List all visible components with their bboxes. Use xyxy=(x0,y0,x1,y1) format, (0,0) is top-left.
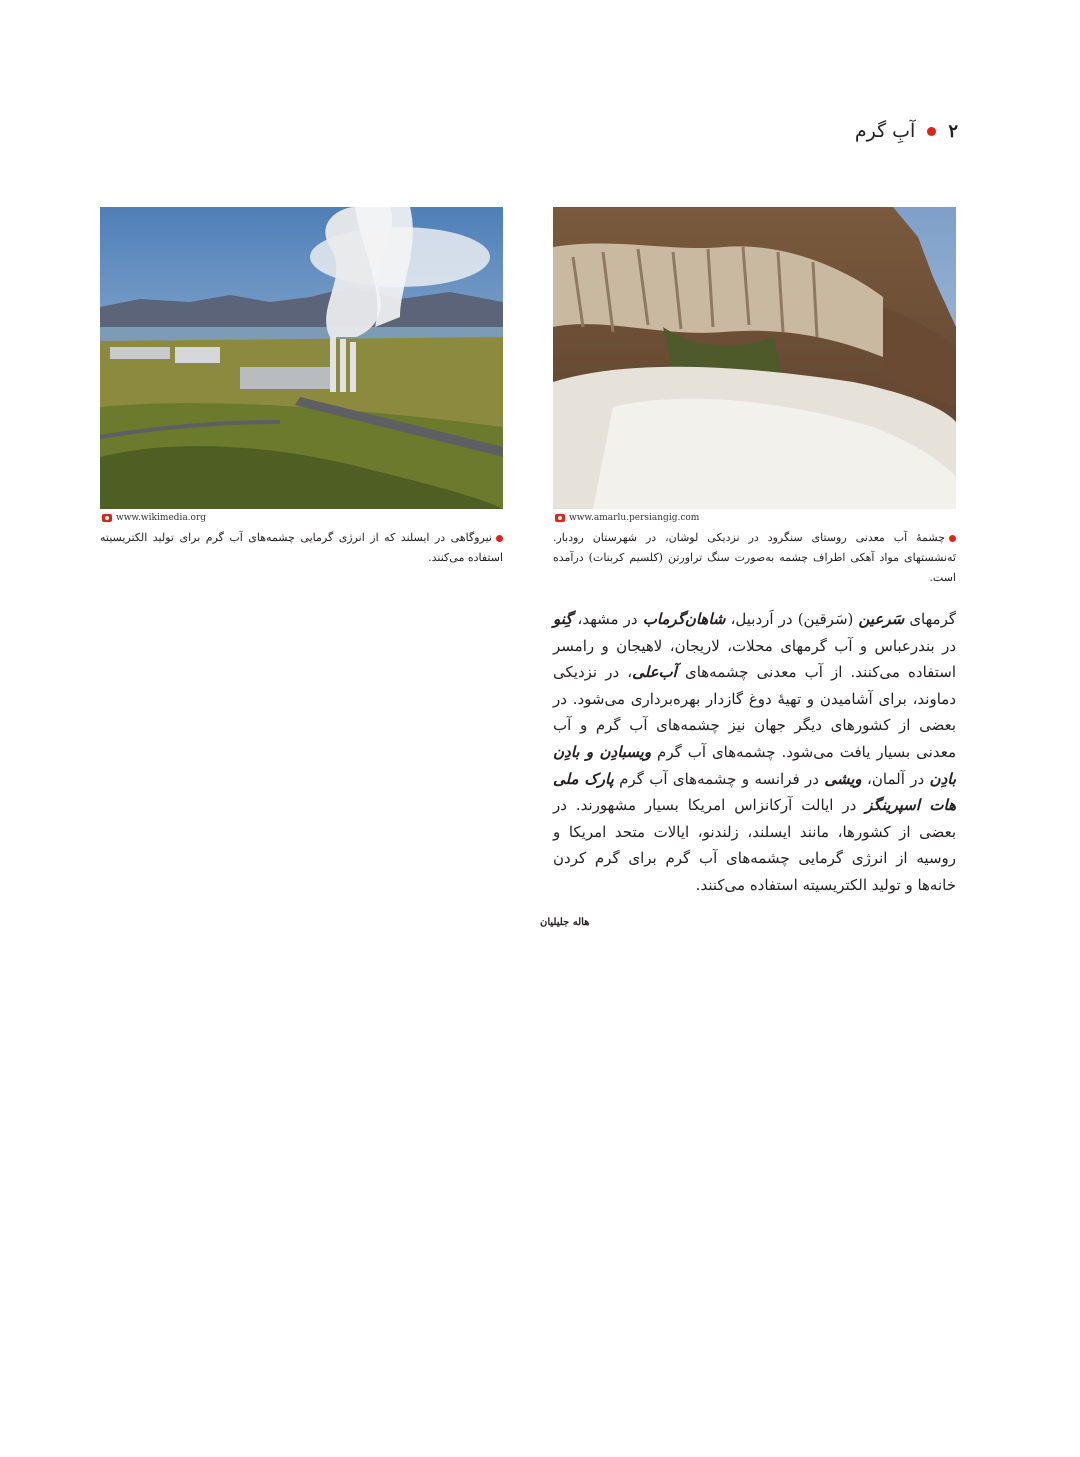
bullet-dot-icon xyxy=(496,535,503,542)
camera-icon xyxy=(102,514,112,522)
credit-text-right: www.amarlu.persiangig.com xyxy=(569,513,700,523)
body-text-segment: گرمهای xyxy=(904,610,956,628)
body-bold-term: ویسبادِن و بادِن بادِن xyxy=(553,742,956,788)
body-text-segment: در فرانسه و چشمه‌های آب گرم xyxy=(613,769,825,788)
body-paragraph xyxy=(553,606,956,899)
bullet-dot-icon xyxy=(927,127,936,136)
bullet-dot-icon xyxy=(949,535,956,542)
photo-caption-right xyxy=(553,528,956,588)
body-bold-term: پارک ملی هات اسپرینگز xyxy=(553,769,957,815)
photo-credit-left xyxy=(102,513,206,523)
body-text-segment: در آلمان، xyxy=(861,769,930,788)
body-text-segment: در ایالت آرکانزاس امریکا بسیار مشهورند. در بعضی از کشورها، مانند ایسلند، زلندنو، ایالات متحد امریکا و روسیه از انرژی گرمایی چشمه‌های آب گرم برای گرم کردن خانه‌ها و تولید الکتریسیته استفاده می‌کنند. xyxy=(553,796,956,894)
body-text-segment: (سَرقین) در اَردبیل، xyxy=(725,610,859,628)
body-bold-term: شاهان‌گرماب xyxy=(642,610,726,628)
body-text-segment: در مشهد، xyxy=(572,610,643,628)
photo-credit-right xyxy=(555,513,699,523)
caption-text-left: نیروگاهی در ایسلند که از انرژی گرمایی چشمه‌های آب گرم برای تولید الکتریسیته استفاده می‌کنند. xyxy=(100,531,503,564)
body-bold-term: سَرعین xyxy=(858,610,905,628)
body-text-segment: در بندرعباس و آب گرمهای محلات، لاریجان، لاهیجان و رامسر استفاده می‌کنند. از آب معدنی چشمه‌های xyxy=(553,636,956,682)
photo-caption-left xyxy=(100,528,503,568)
body-bold-term: آب‌علی xyxy=(632,663,677,682)
page-title: آبِ گرم xyxy=(854,120,916,142)
body-text-segment: ، در نزدیکی دماوند، برای آشامیدن و تهیهٔ دوغ گازدار بهره‌برداری می‌شود. در بعضی از کشورهای دیگر جهان نیز چشمه‌های آب گرم و آب معدنی بسیار یافت می‌شود. چشمه‌های آب گرم xyxy=(553,663,956,761)
page-number: ۲ xyxy=(948,120,958,142)
credit-text-left: www.wikimedia.org xyxy=(116,513,207,523)
body-bold-term: ویشی xyxy=(824,769,862,788)
caption-text-right: چشمهٔ آب معدنی روستای سنگرود در نزدیکی لوشان، در شهرستان رودبار. تَه‌نشستهای مواد آهکی اطراف چشمه به‌صورت سنگ تراورتن (کلسیم کربنات) درآمده است. xyxy=(553,531,956,584)
camera-icon xyxy=(555,514,565,522)
body-bold-term: گِنو xyxy=(553,610,573,628)
geothermal-plant-photo xyxy=(100,207,503,509)
page-header xyxy=(855,120,958,142)
travertine-spring-photo xyxy=(553,207,956,509)
author-name: هاله جلیلیان xyxy=(540,917,590,928)
